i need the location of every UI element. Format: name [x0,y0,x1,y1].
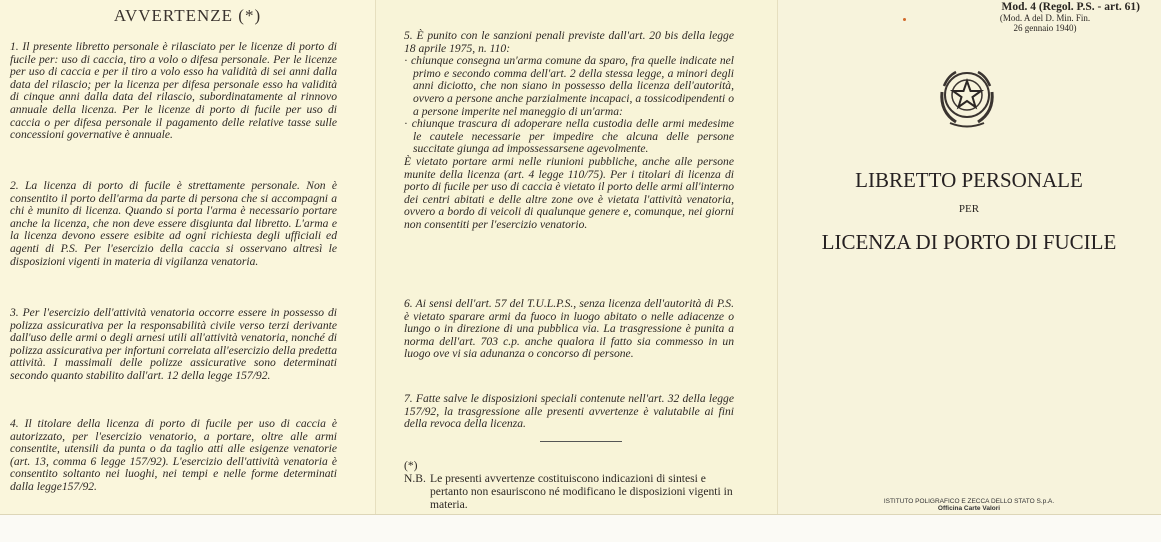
paper-speck [903,18,906,21]
model-reference-sub1: (Mod. A del D. Min. Fin. [999,13,1091,23]
cover-title-per: PER [958,203,980,215]
warnings-panel-left [0,0,375,516]
warning-item-5-tail: È vietato portare armi nelle riunioni pubbliche, anche alle persone munite della licenza (art. 4 legge 110/75). Per i titolari di licenza di porto di fucile per uso di caccia è vietato il porto delle armi all'interno dei centri abitati e delle altre zone ove è vietata l'attività venatoria, ovvero a bordo di veicoli di qualunque genere e, comunque, nei giorni non consentiti per l'esercizio venatorio. [404,154,734,231]
model-reference-sub2: 26 gennaio 1940) [1013,23,1077,33]
section-divider [540,441,622,442]
warning-item-3: 3. Per l'esercizio dell'attività venatoria occorre essere in possesso di polizza assicurativa per la responsabilità civile verso terzi derivante dall'uso delle armi o degli arnesi utili all'attività venatoria, nonché di polizza assicurativa per infortuni correlata all'esercizio della predetta attività. I massimali delle polizze assicurative sono determinati secondo quanto stabilito dall'art. 12 della legge 157/92. [10,306,337,382]
warning-item-1: 1. Il presente libretto personale è rilasciato per le licenze di porto di fucile per: uso di caccia, tiro a volo o difesa personale. Per le licenze per uso di caccia e per il tiro a volo esso ha validità di sei anni dalla data del rilascio; per la licenza per difesa personale esso ha validità di cinque anni dalla data del rilascio, subordinatamente al rinnovo annuale della licenza. Per le licenze di porto di fucile per uso di caccia o per difesa personale il pagamento delle relative tasse sulle concessioni governative è annuale. [10,40,337,142]
warning-item-5-bullet-1: · chiunque consegna un'arma comune da sparo, fra quelle indicate nel primo e secondo comma dell'art. 2 della stessa legge, a minori degli anni diciotto, che non siano in possesso della licenza dell'autorità, ovvero a persone anche parzialmente incapaci, a tossicodipendenti o a persone imperite nel maneggio di un'arma: [404,55,734,118]
warning-item-6: 6. Ai sensi dell'art. 57 del T.U.L.P.S., senza licenza dell'autorità di P.S. è vietato sparare armi da fuoco in luogo abitato o nelle adiacenze o lungo o in direzione di una pubblica via. La trasgressione è punita a norma dell'art. 703 c.p. anche qualora il fatto sia commesso in un luogo ove vi sia adunanza o concorso di persone. [404,297,734,361]
warning-item-7: 7. Fatte salve le disposizioni speciali contenute nell'art. 32 della legge 157/92, la trasgressione alle presenti avvertenze è valutabile ai fini della revoca della licenza. [404,392,734,431]
warning-item-5-bullet-2: · chiunque trascura di adoperare nella custodia delle armi medesime le cautele necessarie per impedire che alcuna delle persone succitate giunga ad impossessarsene agevolmente. [404,118,734,156]
cover-title-line2: LICENZA DI PORTO DI FUCILE [821,230,1117,254]
note-label: (*) N.B. [404,459,426,485]
warning-item-5 [404,30,734,232]
model-reference: Mod. 4 (Regol. P.S. - art. 61) [1001,1,1140,13]
note-text: Le presenti avvertenze costituiscono indicazioni di sintesi e pertanto non esauriscono né modificano le disposizioni vigenti in materia. [430,472,733,511]
italian-republic-emblem-icon [934,62,1000,132]
printer-name: ISTITUTO POLIGRAFICO E ZECCA DELLO STATO S.p.A. [883,498,1055,505]
note-nb [404,459,734,511]
cover-title-line1: LIBRETTO PERSONALE [855,168,1083,192]
printer-imprint [777,498,1161,512]
warning-item-5-intro: 5. È punito con le sanzioni penali previste dall'art. 20 bis della legge 18 aprile 1975, n. 110: [404,29,734,55]
printer-office: Officina Carte Valori [937,505,1001,512]
warnings-title: AVVERTENZE (*) [113,6,262,25]
scan-bottom-edge [0,514,1161,542]
warning-item-2: 2. La licenza di porto di fucile è strettamente personale. Non è consentito il porto dell'arma da parte di persona che si accompagni a chi è munito di licenza. Quando si porta l'arma è necessario portare anche la licenza, che non deve essere disgiunta dal libretto. L'arma e la licenza devono essere esibite ad ogni richiesta degli ufficiali ed agenti di P.S. Per l'esercizio della caccia si osservano altresì le disposizioni vigenti in materia di vigilanza venatoria. [10,179,337,268]
warning-item-4: 4. Il titolare della licenza di porto di fucile per uso di caccia è autorizzato, per l'esercizio venatorio, a portare, oltre alle armi consentite, utensili da punta o da taglio atti alle esigenze venatorie (art. 13, comma 6 legge 157/92). L'esercizio dell'attività venatoria è consentito soltanto nei luoghi, nei tempi e nelle forme determinati dalla legge157/92. [10,417,337,493]
